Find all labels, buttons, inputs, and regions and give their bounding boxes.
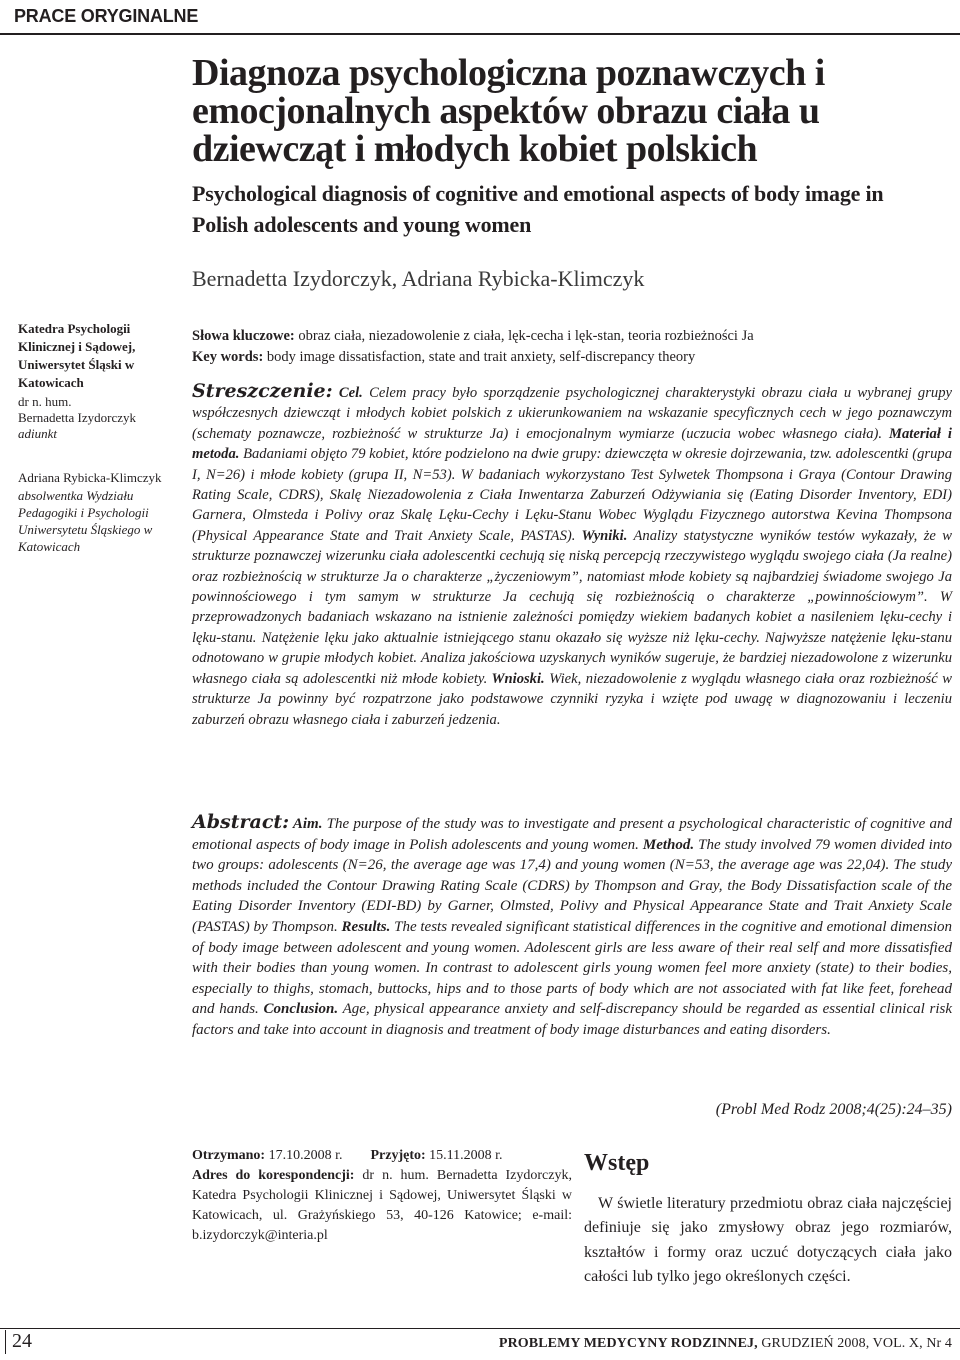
summary-aim-text: Celem pracy było sporządzenie psychologicznej charakterystyki obrazu ciała u wybranej grupy współczesnych dziewcząt i młodych kobiet polskich z ukierunkowaniem na wskazanie specyficznych cech w jego poznawczym (schematy poznawcze, rozbieżność w strukturze Ja) i emocjonalnym wymiarze (uczucia wobec własnego ciała).	[192, 385, 952, 442]
summary-method-text: Badaniami objęto 79 kobiet, które podzielono na dwie grupy: dziewczęta w okresie dojrzewania, tzw. adolescentki (grupa I, N=26) i młode kobiety (grupa II, N=53). W badaniach wykorzystano Test Sylwetek Thompsona i Graya (Contour Drawing Rating Scale, CDRS), Skalę Niezadowolenia z Ciała Inwentarza Zaburzeń Odżywiania się (Eating Disorder Inventory, EDI) Garnera, Olmsteda i Polivy oraz Skalę Lęku-Cechy i Lęku-Stanu Wobec Wyglądu Fizycznego autorstwa Kevina Thompsona (Physical Appearance State and Trait Anxiety Scale, PASTAS).	[192, 446, 952, 544]
intro-text: W świetle literatury przedmiotu obraz ciała najczęściej definiuje się jako zmysłowy obraz jego rozmiarów, kształtów i formy oraz uczuć dotyczących ciała jako całości lub tylko jego określonych części.	[584, 1195, 952, 1286]
summary-heading: Streszczenie:	[192, 380, 333, 402]
author2-role: absolwentka Wydziału Pedagogiki i Psychologii Uniwersytetu Śląskiego w Katowicach	[18, 488, 153, 554]
abstract-results-label: Results.	[337, 918, 391, 935]
author2-name: Adriana Rybicka-Klimczyk	[18, 470, 162, 485]
received-date: 17.10.2008 r.	[265, 1148, 343, 1163]
address-text: dr n. hum. Bernadetta Izydorczyk, Katedra Psychologii Klinicznej i Sądowej, Uniwersytet Śląski w Katowicach, ul. Grażyńskiego 53, 40-126 Katowice; e-mail: b.izydorczyk@interia.pl	[192, 1168, 572, 1243]
abstract-aim-label: Aim.	[289, 816, 323, 832]
abstract-results-text: The tests revealed significant statistical differences in the cognitive and emotional dimension of body image between adolescent and young women. Adolescent girls are less aware of their real self and more dissatisfied with their bodies than young women. In contrast to adolescent girls young women feel more anxiety (state) to their bodies, especially to thighs, stomach, buttocks, hips and to those parts of body which are not associated with fat like feet, forehead and hands.	[192, 918, 953, 1018]
section-label: PRACE ORYGINALNE	[14, 6, 199, 26]
polish-summary	[192, 381, 952, 730]
keywords-polish-text: obraz ciała, niezadowolenie z ciała, lęk-cecha i lęk-stan, teoria rozbieżności Ja	[294, 328, 754, 344]
accepted-date: 15.11.2008 r.	[425, 1148, 503, 1163]
footer-rule	[0, 1328, 960, 1329]
abstract-aim-text: The purpose of the study was to investigate and present a psychological characteristic of cognitive and emotional aspects of body image in Polish adolescents and young women.	[192, 816, 952, 853]
keywords-english-label: Key words:	[192, 349, 264, 365]
intro-heading: Wstęp	[584, 1150, 650, 1176]
summary-conclusions-label: Wnioski.	[487, 670, 545, 687]
header-rule	[0, 33, 960, 35]
abstract-conclusion-label: Conclusion.	[258, 1001, 339, 1018]
citation: (Probl Med Rodz 2008;4(25):24–35)	[715, 1101, 952, 1118]
summary-aim-label: Cel.	[332, 385, 363, 401]
keywords-block	[192, 326, 952, 368]
article-title-polish: Diagnoza psychologiczna poznawczych i emocjonalnych aspektów obrazu ciała u dziewcząt i młodych kobiet polskich	[192, 52, 825, 170]
journal-name: PROBLEMY MEDYCYNY RODZINNEJ,	[498, 1336, 758, 1351]
received-label: Otrzymano:	[192, 1148, 266, 1163]
summary-results-text: Analizy statystyczne wyników testów wykazały, że w strukturze poznawczej wizerunku ciała adolescentki cechują się niską percepcją rzeczywistego wyglądu swojego ciała (Ja realne) oraz rozbieżnością w strukturze Ja o charakterze „życzeniowym”, natomiast młode kobiety są najbardziej świadome swojego Ja powinnościowego i tym samym w strukturze Ja cechują się rozbieżnością o charakterze „powinnościowym”. W przeprowadzonych badaniach wskazano na istnienie zależności pomiędzy wiekiem badanych kobiet a nasileniem lęku-cechy i lęku-stanu. Natężenie lęku jako aktualnie istniejącego stanu okazało się wyższe niż lęku-cechy. Najwyższe natężenie lęku-stanu odnotowano w grupie młodych kobiet. Analiza jakościowa uzyskanych wyników sugeruje, że bardziej niezadowolone z wizerunku własnego ciała są adolescentki niż młode kobiety.	[192, 527, 952, 687]
author1-name: Bernadetta Izydorczyk	[18, 410, 137, 425]
author1-role: adiunkt	[18, 426, 57, 441]
dates-line	[192, 1146, 572, 1166]
page-number: 24	[12, 1330, 32, 1352]
abstract-method-text: The study involved 79 women divided into two groups: adolescents (N=26, the average age was 17,4) and young women (N=53, the average age was 22,04). The study methods included the Contour Drawing Rating Scale (CDRS) by Thompson and Gray, the Body Dissatisfaction scale of the Eating Disorder Inventory (EDI-BD) by Garner, Olmsted, Polivy and Physical Appearance State and Trait Anxiety Scale (PASTAS) by Thompson.	[192, 836, 952, 935]
summary-method-label: Materiał i metoda.	[192, 425, 952, 463]
address-line	[192, 1166, 572, 1246]
keywords-english	[192, 347, 952, 368]
accepted-label: Przyjęto:	[370, 1148, 426, 1163]
author1-degree: dr n. hum.	[18, 394, 72, 409]
journal-issue: GRUDZIEŃ 2008, VOL. X, Nr 4	[757, 1336, 952, 1351]
article-authors: Bernadetta Izydorczyk, Adriana Rybicka-Klimczyk	[192, 266, 645, 291]
abstract-heading: Abstract:	[192, 811, 290, 833]
keywords-polish-label: Słowa kluczowe:	[192, 328, 295, 344]
correspondence-block	[192, 1146, 572, 1246]
abstract-method-label: Method.	[638, 836, 695, 853]
summary-results-label: Wyniki.	[575, 527, 628, 544]
abstract-conclusion-text: Age, physical appearance anxiety and self-discrepancy should be regarded as essential clinical risk factors and take into account in diagnosis and treatment of body image disturbances and eating disorders.	[192, 1001, 952, 1038]
address-label: Adres do korespondencji:	[192, 1168, 355, 1183]
article-title-english: Psychological diagnosis of cognitive and emotional aspects of body image in Polish adolescents and young women	[192, 181, 884, 237]
english-abstract	[192, 812, 952, 1041]
author-affiliation: Katedra Psychologii Klinicznej i Sądowej, Uniwersytet Śląski w Katowicach	[18, 321, 136, 390]
page-marker	[0, 1330, 6, 1354]
keywords-polish	[192, 326, 952, 347]
summary-conclusions-text: Wiek, niezadowolenie z wyglądu własnego ciała oraz rozbieżność w strukturze Ja powinny być rozpatrzone jako podstawowe czynniki ryzyka i wzięte pod uwagę w diagnozowaniu i leczeniu zaburzeń obrazu własnego ciała i zaburzeń jedzenia.	[192, 670, 952, 728]
journal-footer	[400, 1336, 952, 1352]
keywords-english-text: body image dissatisfaction, state and trait anxiety, self-discrepancy theory	[263, 349, 696, 365]
